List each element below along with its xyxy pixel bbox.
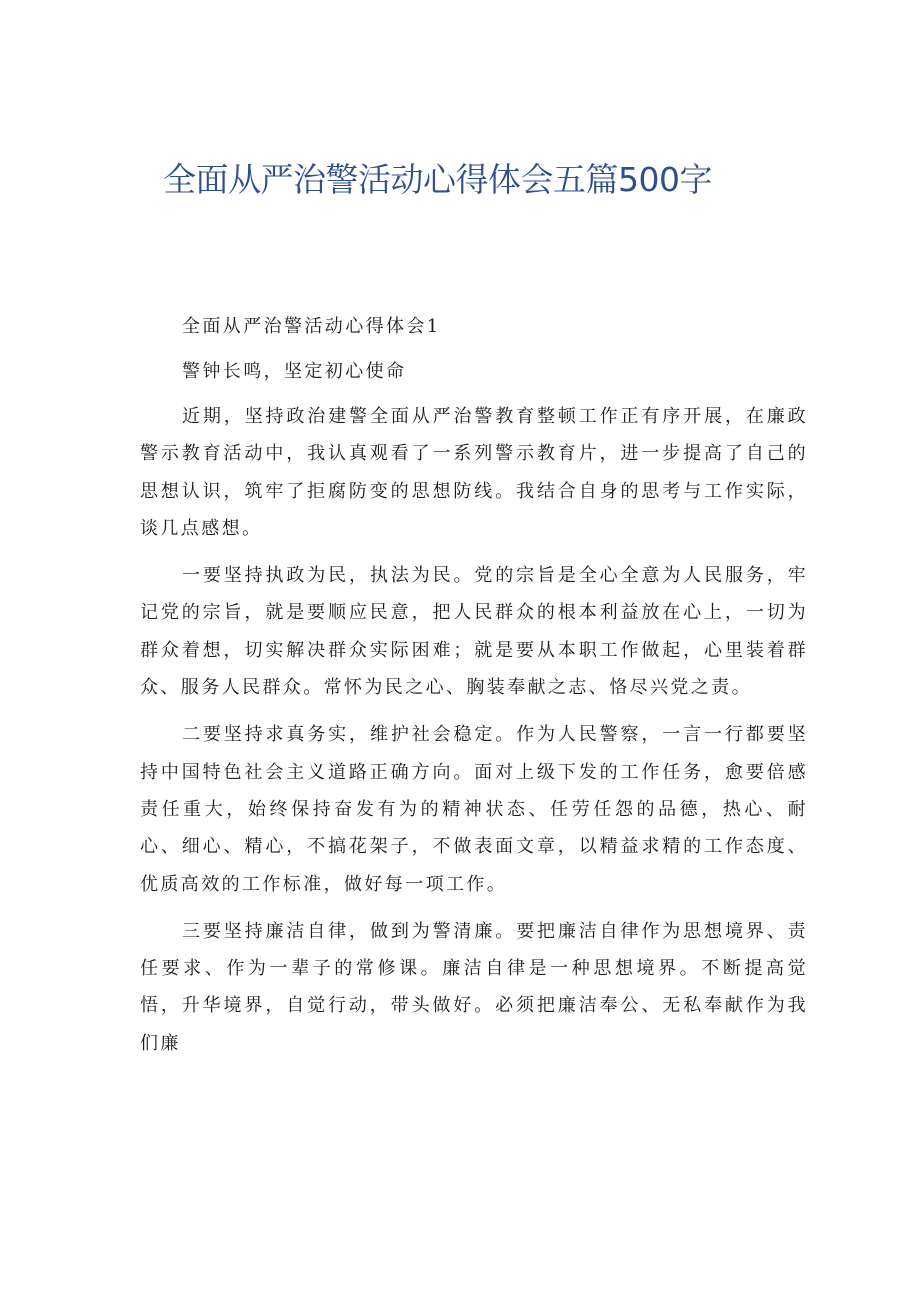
section-title: 全面从严治警活动心得体会1 <box>182 316 441 337</box>
section-subtitle: 警钟长鸣，坚定初心使命 <box>182 361 407 382</box>
paragraph-point-2: 二要坚持求真务实，维护社会稳定。作为人民警察，一言一行都要坚持中国特色社会主义道路正确方向。面对上级下发的工作任务，愈要倍感责任重大，始终保持奋发有为的精神状态、任劳任怨的品德，热心、耐心、细心、精心，不搞花架子，不做表面文章，以精益求精的工作态度、优质高效的工作标准，做好每一项工作。 <box>140 724 808 895</box>
paragraph-intro: 近期，坚持政治建警全面从严治警教育整顿工作正有序开展，在廉政警示教育活动中，我认真观看了一系列警示教育片，进一步提高了自己的思想认识，筑牢了拒腐防变的思想防线。我结合自身的思考与工作实际，谈几点感想。 <box>140 406 808 539</box>
paragraph-point-3: 三要坚持廉洁自律，做到为警清廉。要把廉洁自律作为思想境界、责任要求、作为一辈子的常修课。廉洁自律是一种思想境界。不断提高觉悟，升华境界，自觉行动，带头做好。必须把廉洁奉公、无私奉献作为我们廉 <box>140 920 808 1054</box>
document-body <box>140 308 808 1062</box>
document-title: 全面从严治警活动心得体会五篇500字 <box>163 160 712 199</box>
paragraph-point-1: 一要坚持执政为民，执法为民。党的宗旨是全心全意为人民服务，牢记党的宗旨，就是要顺应民意，把人民群众的根本利益放在心上，一切为群众着想，切实解决群众实际困难；就是要从本职工作做起，心里装着群众、服务人民群众。常怀为民之心、胸装奉献之志、恪尽兴党之责。 <box>140 565 808 699</box>
